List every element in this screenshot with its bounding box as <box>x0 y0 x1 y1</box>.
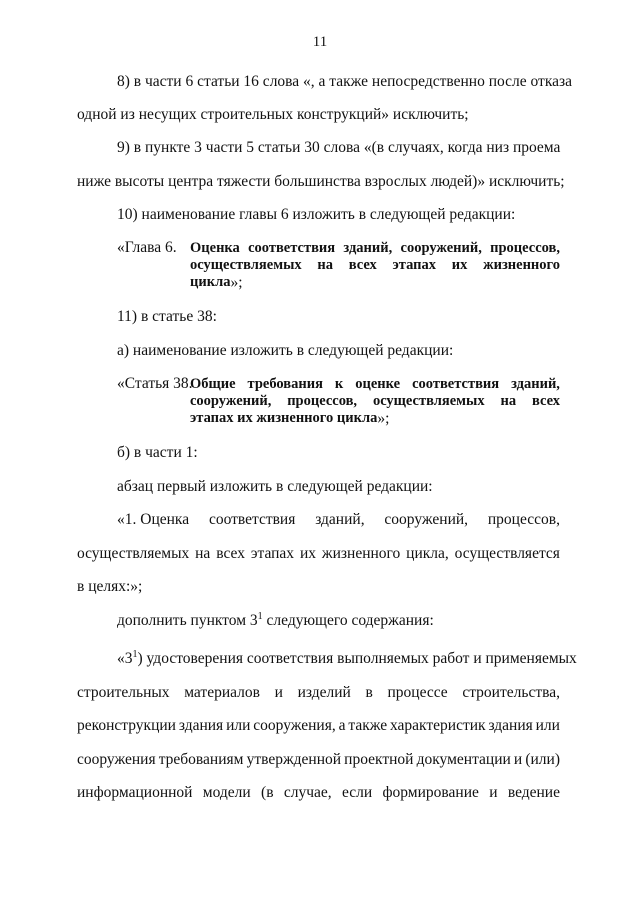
article-38-heading-line-3 <box>190 410 560 427</box>
item-11-line-1: 11) в статье 38: <box>117 308 217 325</box>
word: сооружения, <box>253 717 336 734</box>
word: зданий, <box>343 240 393 256</box>
word: этапах <box>392 257 436 273</box>
para-first-line-1: абзац первый изложить в следующей редакции: <box>117 478 433 495</box>
word: модели <box>202 784 251 801</box>
item-11a-line-1: а) наименование изложить в следующей редакции: <box>117 342 454 359</box>
word: также <box>348 717 388 734</box>
word: на <box>195 545 211 562</box>
word: «1. Оценка <box>117 511 190 528</box>
word: на <box>500 393 517 409</box>
page-number: 11 <box>312 34 328 50</box>
article-38-label: «Статья 38. <box>117 375 193 392</box>
word: всех <box>348 257 377 273</box>
word: их <box>299 545 316 562</box>
word: и <box>513 751 523 768</box>
chapter-6-label: «Глава 6. <box>117 239 177 256</box>
word: требования <box>247 376 323 392</box>
word: на <box>317 257 334 273</box>
word: утвержденной <box>246 751 342 768</box>
item-8-line-2: одной из несущих строительных конструкций» исключить; <box>77 106 469 123</box>
word: оценке <box>355 376 401 392</box>
word: процессов, <box>287 393 358 409</box>
word: строительства, <box>462 684 560 701</box>
word: или <box>535 717 560 734</box>
word: или <box>226 717 251 734</box>
chapter-6-heading-line-2 <box>190 257 560 274</box>
article-38-heading <box>190 376 560 427</box>
word: здания <box>178 717 224 734</box>
word: процессов, <box>487 511 560 528</box>
chapter-6-heading <box>190 240 560 291</box>
word: сооружений, <box>384 511 469 528</box>
word: в <box>365 684 373 701</box>
article-38-heading-line-2 <box>190 393 560 410</box>
clause-1-line-3: в целях:»; <box>77 578 143 595</box>
clause-31-line-4 <box>77 751 560 769</box>
clause-31-line-1-post: ) удостоверения соответствия выполняемых работ и применяемых <box>137 650 577 667</box>
supplement-sup: 1 <box>257 611 263 622</box>
item-11b-line-1: б) в части 1: <box>117 444 198 461</box>
word: проектной <box>344 751 414 768</box>
word: цикла, <box>406 545 449 562</box>
item-10-line-1: 10) наименование главы 6 изложить в следующей редакции: <box>117 206 516 223</box>
item-9-line-1: 9) в пункте 3 части 5 статьи 30 слова «(в случаях, когда низ проема <box>117 139 561 156</box>
word: а <box>338 717 346 734</box>
article-38-heading-line-1 <box>190 376 560 393</box>
word: (в <box>261 784 274 801</box>
word: материалов <box>184 684 260 701</box>
word: их <box>451 257 468 273</box>
clause-31-line-2 <box>77 684 560 702</box>
word: и <box>489 784 498 801</box>
clause-31-line-3 <box>77 717 560 735</box>
word: всех <box>216 545 245 562</box>
word: процессе <box>387 684 448 701</box>
word: сооружения <box>77 751 156 768</box>
word: и <box>274 684 283 701</box>
word: сооружений, <box>190 393 272 409</box>
word: требованиям <box>158 751 244 768</box>
word: если <box>341 784 373 801</box>
word: осуществляемых <box>77 545 190 562</box>
word: осуществляется <box>454 545 560 562</box>
word: изделий <box>297 684 351 701</box>
word: процессов, <box>490 240 560 256</box>
item-9-line-2: ниже высоты центра тяжести большинства взрослых людей)» исключить; <box>77 173 565 190</box>
clause-31-line-1 <box>117 650 577 668</box>
clause-1-line-2 <box>77 545 560 563</box>
word: характеристик <box>390 717 486 734</box>
word: жизненного <box>483 257 560 273</box>
word: Оценка <box>190 240 240 256</box>
supplement-post: следующего содержания: <box>262 612 434 629</box>
word: случае, <box>283 784 332 801</box>
chapter-6-heading-line-1 <box>190 240 560 257</box>
word: соответствия <box>412 376 500 392</box>
word: информационной <box>77 784 193 801</box>
word: (или) <box>525 751 560 768</box>
article-38-heading-line-3-text: этапах их жизненного цикла <box>190 410 378 426</box>
word: осуществляемых <box>190 257 302 273</box>
word: строительных <box>77 684 170 701</box>
word: всех <box>531 393 560 409</box>
word: Общие <box>190 376 236 392</box>
word: зданий, <box>315 511 365 528</box>
word: осуществляемых <box>372 393 485 409</box>
word: соответствия <box>248 240 336 256</box>
item-8-line-1: 8) в части 6 статьи 16 слова «, а также непосредственно после отказа <box>117 73 573 90</box>
word: зданий, <box>511 376 560 392</box>
word: жизненного <box>321 545 401 562</box>
clause-31-line-1-pre: «3 <box>117 650 133 667</box>
chapter-6-heading-line-3 <box>190 274 560 291</box>
clause-31-line-5 <box>77 784 560 802</box>
supplement-line <box>117 612 434 630</box>
word: здания <box>488 717 533 734</box>
article-38-heading-line-3-tail: »; <box>377 410 390 427</box>
word: ведение <box>507 784 560 801</box>
word: реконструкции <box>77 717 176 734</box>
word: к <box>334 376 344 392</box>
clause-31-line-1-sup: 1 <box>132 649 138 660</box>
chapter-6-heading-line-3-text: цикла <box>190 274 231 290</box>
word: этапах <box>250 545 295 562</box>
word: сооружений, <box>400 240 482 256</box>
word: формирование <box>382 784 479 801</box>
clause-1-line-1 <box>117 511 560 529</box>
word: соответствия <box>208 511 296 528</box>
word: документации <box>416 751 511 768</box>
chapter-6-heading-line-3-tail: »; <box>230 274 243 291</box>
supplement-pre: дополнить пунктом 3 <box>117 612 258 629</box>
